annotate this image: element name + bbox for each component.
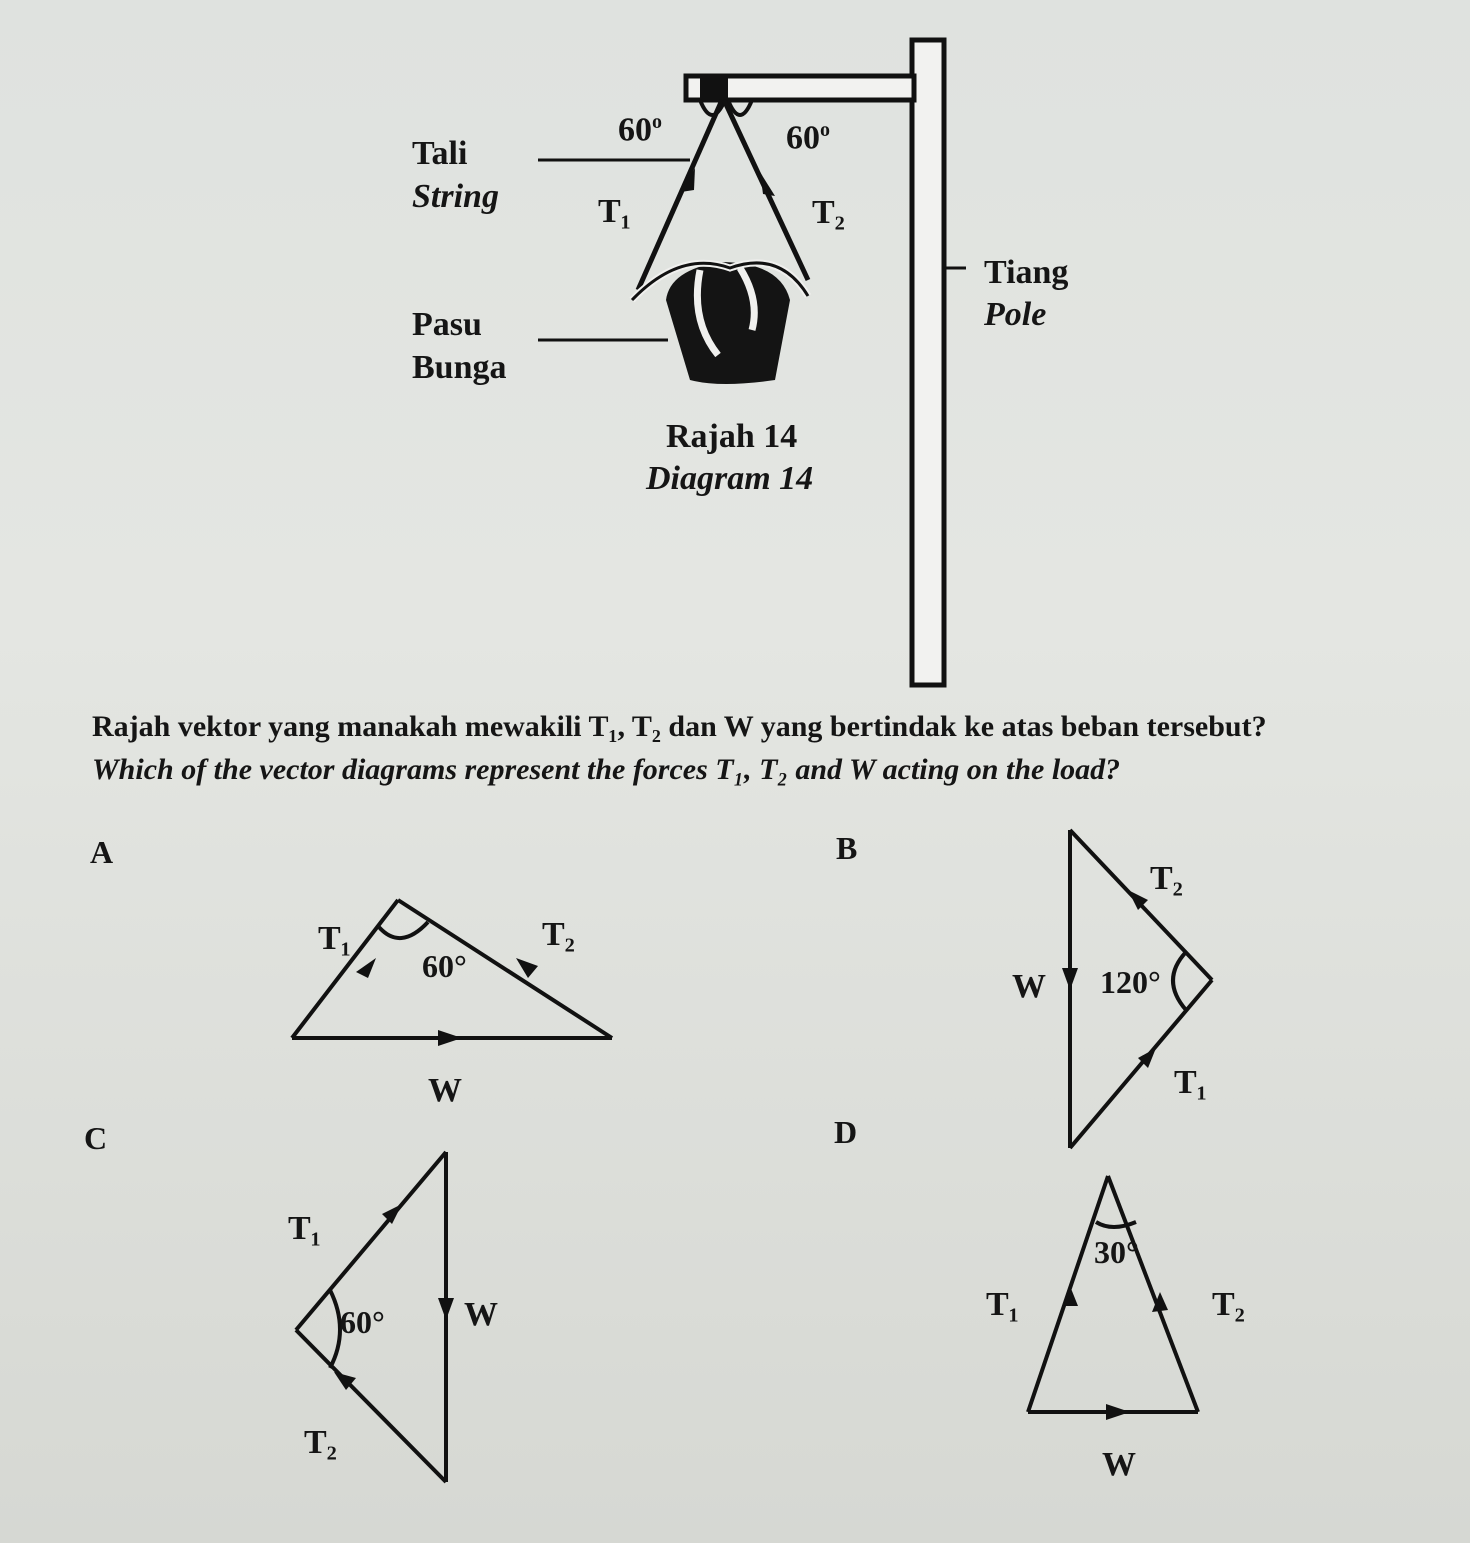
option-d-letter[interactable]: D: [834, 1114, 858, 1150]
label-diagram: Diagram 14: [646, 460, 814, 497]
label-tali: Tali: [412, 135, 468, 172]
option-d-angle-arc: [1096, 1222, 1136, 1227]
option-b-t2-label: T₂: [1150, 860, 1183, 897]
angle-left-label: 60$^o$: [618, 111, 662, 149]
label-rajah: Rajah 14: [666, 418, 798, 455]
option-c-letter[interactable]: C: [84, 1120, 108, 1156]
label-tiang: Tiang: [984, 254, 1069, 291]
option-d-w-label: W: [1102, 1446, 1136, 1483]
option-a-angle-label: 60°: [422, 948, 467, 984]
arrow-t2: [760, 172, 775, 196]
option-b-letter[interactable]: B: [836, 830, 858, 866]
option-c-t2-label: T₂: [304, 1424, 337, 1461]
option-c-w-arrow: [438, 1298, 454, 1320]
option-c-t1-label: T₁: [288, 1210, 321, 1247]
label-t1: T₁: [598, 193, 631, 230]
flower-pot: [666, 262, 790, 384]
label-pasu: Pasu: [412, 306, 482, 343]
option-b-angle-arc: [1173, 952, 1186, 1010]
option-c-t1-arrow: [382, 1204, 402, 1224]
angle-right-label: 60$^o$: [786, 119, 830, 157]
option-d-t2-vector: [1108, 1176, 1198, 1412]
option-b-t1-label: T₁: [1174, 1064, 1207, 1101]
option-a-t1-arrow: [356, 958, 376, 978]
pole: [912, 40, 944, 685]
label-bunga: Bunga: [412, 349, 507, 386]
option-a-t2-arrow: [516, 958, 538, 978]
hook: [700, 78, 728, 100]
option-a-w-label: W: [428, 1072, 462, 1109]
option-c-w-label: W: [464, 1296, 498, 1333]
option-d-angle-label: 30°: [1094, 1234, 1139, 1270]
option-a-t2-label: T₂: [542, 916, 575, 953]
option-b-w-label: W: [1012, 968, 1046, 1005]
label-pole: Pole: [984, 296, 1047, 333]
label-string: String: [412, 178, 499, 215]
option-b-angle-label: 120°: [1100, 964, 1161, 1000]
option-c-angle-label: 60°: [340, 1304, 385, 1340]
option-d-w-arrow: [1106, 1404, 1130, 1420]
option-d-diagram: [1028, 1176, 1198, 1412]
label-t2: T₂: [812, 194, 845, 231]
question-malay: Rajah vektor yang manakah mewakili T₁, T₂ dan W yang bertindak ke atas beban tersebut?: [92, 710, 1267, 743]
option-a-letter[interactable]: A: [90, 834, 114, 870]
option-c-angle-arc: [330, 1290, 340, 1368]
option-d-t1-label: T₁: [986, 1286, 1019, 1323]
option-a-angle-arc: [378, 922, 428, 938]
option-b-w-arrow: [1062, 968, 1078, 990]
option-a-t1-label: T₁: [318, 920, 351, 957]
option-d-t2-label: T₂: [1212, 1286, 1245, 1323]
question-english: Which of the vector diagrams represent the forces T₁, T₂ and W acting on the load?: [92, 753, 1121, 786]
option-a-w-arrow: [438, 1030, 462, 1046]
